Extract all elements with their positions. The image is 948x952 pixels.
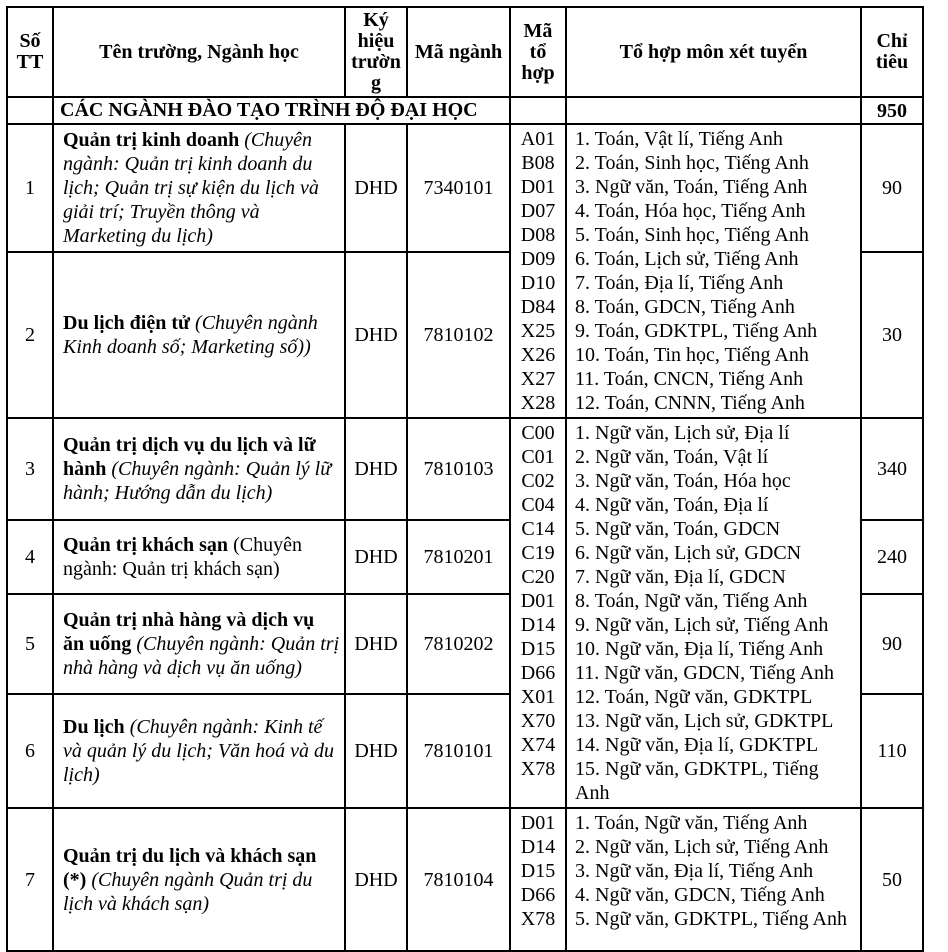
school-code: DHD xyxy=(345,594,407,694)
major-code: 7810101 xyxy=(407,694,510,808)
subject-combination: 6. Ngữ văn, Lịch sử, GDCN xyxy=(575,542,802,564)
table-row xyxy=(7,418,923,520)
combo-code: X25 xyxy=(520,320,556,342)
quota-value: 50 xyxy=(861,808,923,951)
combo-code: B08 xyxy=(521,152,555,174)
combo-code: A01 xyxy=(520,128,556,150)
quota-value: 90 xyxy=(861,124,923,252)
combo-code: X78 xyxy=(520,758,556,780)
major-specializations: (Chuyên ngành: Quản trị khách sạn) xyxy=(63,533,302,580)
combo-codes-cell xyxy=(510,418,566,808)
combo-code: D08 xyxy=(520,224,556,246)
combo-code: X28 xyxy=(520,392,556,414)
combo-code: C19 xyxy=(521,542,555,564)
subject-combination: 13. Ngữ văn, Lịch sử, GDKTPL xyxy=(575,710,834,732)
combo-code: C14 xyxy=(521,518,555,540)
header-school-code: Ký hiệu trường xyxy=(345,7,407,97)
subject-combination: 12. Toán, CNNN, Tiếng Anh xyxy=(575,392,805,414)
subject-combination: 3. Ngữ văn, Địa lí, Tiếng Anh xyxy=(575,860,814,882)
combo-code: X70 xyxy=(520,710,556,732)
subject-combination: 2. Ngữ văn, Lịch sử, Tiếng Anh xyxy=(575,836,829,858)
major-name: Quản trị nhà hàng và dịch vụ ăn uống xyxy=(63,609,315,656)
subject-combination: 11. Ngữ văn, GDCN, Tiếng Anh xyxy=(575,662,835,684)
subject-combination: 4. Toán, Hóa học, Tiếng Anh xyxy=(575,200,806,222)
major-name-cell xyxy=(53,520,345,594)
subject-combination: 9. Toán, GDKTPL, Tiếng Anh xyxy=(575,320,818,342)
combo-subjects-cell xyxy=(566,418,861,808)
subject-combination: 3. Ngữ văn, Toán, Tiếng Anh xyxy=(575,176,808,198)
major-code: 7810104 xyxy=(407,808,510,951)
major-name-cell xyxy=(53,694,345,808)
admissions-quota-table xyxy=(6,6,924,952)
quota-value: 340 xyxy=(861,418,923,520)
subject-combination: 12. Toán, Ngữ văn, GDKTPL xyxy=(575,686,813,708)
section-title: CÁC NGÀNH ĐÀO TẠO TRÌNH ĐỘ ĐẠI HỌC xyxy=(53,97,510,124)
major-specializations: (Chuyên ngành: Quản trị nhà hàng và dịch vụ ăn uống) xyxy=(63,633,340,680)
combo-code: C01 xyxy=(521,446,555,468)
combo-subjects-cell xyxy=(566,808,861,951)
combo-code: D01 xyxy=(520,176,556,198)
combo-code: X27 xyxy=(520,368,556,390)
subject-combination: 10. Toán, Tin học, Tiếng Anh xyxy=(575,344,809,366)
combo-code: D66 xyxy=(520,884,556,906)
subject-combination: 7. Toán, Địa lí, Tiếng Anh xyxy=(575,272,784,294)
combo-code: X26 xyxy=(520,344,556,366)
subject-combination: 1. Toán, Vật lí, Tiếng Anh xyxy=(575,128,783,150)
header-major-code: Mã ngành xyxy=(407,7,510,97)
section-row xyxy=(7,97,923,124)
row-number: 6 xyxy=(7,694,53,808)
subject-combination: 1. Toán, Ngữ văn, Tiếng Anh xyxy=(575,812,808,834)
major-code: 7810103 xyxy=(407,418,510,520)
row-number: 3 xyxy=(7,418,53,520)
major-code: 7810202 xyxy=(407,594,510,694)
major-specializations: (Chuyên ngành: Kinh tế và quản lý du lịch; Văn hoá và du lịch) xyxy=(63,715,335,786)
combo-code: D09 xyxy=(520,248,556,270)
school-code: DHD xyxy=(345,418,407,520)
subject-combination: 2. Toán, Sinh học, Tiếng Anh xyxy=(575,152,809,174)
combo-code: X74 xyxy=(520,734,556,756)
row-number: 4 xyxy=(7,520,53,594)
quota-value: 30 xyxy=(861,252,923,418)
major-specializations: (Chuyên ngành: Quản lý lữ hành; Hướng dẫn du lịch) xyxy=(63,457,332,504)
combo-code: X01 xyxy=(520,686,556,708)
major-name: Quản trị khách sạn xyxy=(63,533,229,556)
row-number: 1 xyxy=(7,124,53,252)
subject-combination: 11. Toán, CNCN, Tiếng Anh xyxy=(575,368,804,390)
major-code: 7810102 xyxy=(407,252,510,418)
major-name-cell xyxy=(53,124,345,252)
major-specializations: (Chuyên ngành: Quản trị kinh doanh du lịch; Quản trị sự kiện du lịch và giải trí; Truyền thông và Marketing du lịch) xyxy=(63,128,319,247)
header-combo-subjects: Tổ hợp môn xét tuyển xyxy=(566,7,861,97)
subject-combination: 1. Ngữ văn, Lịch sử, Địa lí xyxy=(575,422,790,444)
major-name: Quản trị du lịch và khách sạn (*) xyxy=(63,844,317,891)
major-specializations: (Chuyên ngành Quản trị du lịch và khách sạn) xyxy=(63,868,313,915)
subject-combination: 4. Ngữ văn, Toán, Địa lí xyxy=(575,494,769,516)
combo-code: D15 xyxy=(520,638,556,660)
header-combo-code: Mã tổ hợp xyxy=(510,7,566,97)
major-name: Du lịch xyxy=(63,715,125,738)
combo-code: D01 xyxy=(520,590,556,612)
subject-combination: 2. Ngữ văn, Toán, Vật lí xyxy=(575,446,769,468)
quota-value: 110 xyxy=(861,694,923,808)
section-combo-code-cell xyxy=(510,97,566,124)
major-name-cell xyxy=(53,808,345,951)
section-combo-subjects-cell xyxy=(566,97,861,124)
table-row xyxy=(7,124,923,252)
row-number: 7 xyxy=(7,808,53,951)
combo-code: X78 xyxy=(520,908,556,930)
major-code: 7810201 xyxy=(407,520,510,594)
row-number: 5 xyxy=(7,594,53,694)
subject-combination: 5. Ngữ văn, Toán, GDCN xyxy=(575,518,781,540)
subject-combination: 6. Toán, Lịch sử, Tiếng Anh xyxy=(575,248,799,270)
major-code: 7340101 xyxy=(407,124,510,252)
combo-code: C02 xyxy=(521,470,555,492)
section-quota: 950 xyxy=(861,97,923,124)
subject-combination: 15. Ngữ văn, GDKTPL, Tiếng Anh xyxy=(575,758,819,804)
subject-combination: 9. Ngữ văn, Lịch sử, Tiếng Anh xyxy=(575,614,829,636)
combo-code: D10 xyxy=(520,272,556,294)
combo-codes-cell xyxy=(510,808,566,951)
subject-combination: 7. Ngữ văn, Địa lí, GDCN xyxy=(575,566,786,588)
combo-code: D84 xyxy=(520,296,556,318)
school-code: DHD xyxy=(345,124,407,252)
header-quota: Chỉ tiêu xyxy=(861,7,923,97)
combo-code: C04 xyxy=(521,494,555,516)
major-specializations: (Chuyên ngành Kinh doanh số; Marketing số)) xyxy=(63,311,318,358)
subject-combination: 8. Toán, GDCN, Tiếng Anh xyxy=(575,296,795,318)
school-code: DHD xyxy=(345,252,407,418)
subject-combination: 5. Toán, Sinh học, Tiếng Anh xyxy=(575,224,809,246)
quota-value: 240 xyxy=(861,520,923,594)
subject-combination: 8. Toán, Ngữ văn, Tiếng Anh xyxy=(575,590,808,612)
combo-subjects-cell xyxy=(566,124,861,418)
combo-code: D01 xyxy=(520,812,556,834)
combo-code: D14 xyxy=(520,614,556,636)
subject-combination: 3. Ngữ văn, Toán, Hóa học xyxy=(575,470,791,492)
major-name: Quản trị dịch vụ du lịch và lữ hành xyxy=(63,433,316,480)
school-code: DHD xyxy=(345,808,407,951)
quota-value: 90 xyxy=(861,594,923,694)
school-code: DHD xyxy=(345,694,407,808)
combo-code: D66 xyxy=(520,662,556,684)
combo-code: D14 xyxy=(520,836,556,858)
table-row xyxy=(7,808,923,951)
header-stt: Số TT xyxy=(7,7,53,97)
section-stt-cell xyxy=(7,97,53,124)
major-name: Du lịch điện tử xyxy=(63,311,191,334)
major-name-cell xyxy=(53,252,345,418)
combo-code: D07 xyxy=(520,200,556,222)
table-header-row xyxy=(7,7,923,97)
row-number: 2 xyxy=(7,252,53,418)
school-code: DHD xyxy=(345,520,407,594)
subject-combination: 4. Ngữ văn, GDCN, Tiếng Anh xyxy=(575,884,825,906)
major-name-cell xyxy=(53,418,345,520)
combo-code: D15 xyxy=(520,860,556,882)
major-name-cell xyxy=(53,594,345,694)
combo-code: C00 xyxy=(521,422,555,444)
header-school-major-name: Tên trường, Ngành học xyxy=(53,7,345,97)
major-name: Quản trị kinh doanh xyxy=(63,128,240,151)
subject-combination: 5. Ngữ văn, GDKTPL, Tiếng Anh xyxy=(575,908,847,930)
subject-combination: 10. Ngữ văn, Địa lí, Tiếng Anh xyxy=(575,638,824,660)
combo-codes-cell xyxy=(510,124,566,418)
combo-code: C20 xyxy=(521,566,555,588)
subject-combination: 14. Ngữ văn, Địa lí, GDKTPL xyxy=(575,734,819,756)
